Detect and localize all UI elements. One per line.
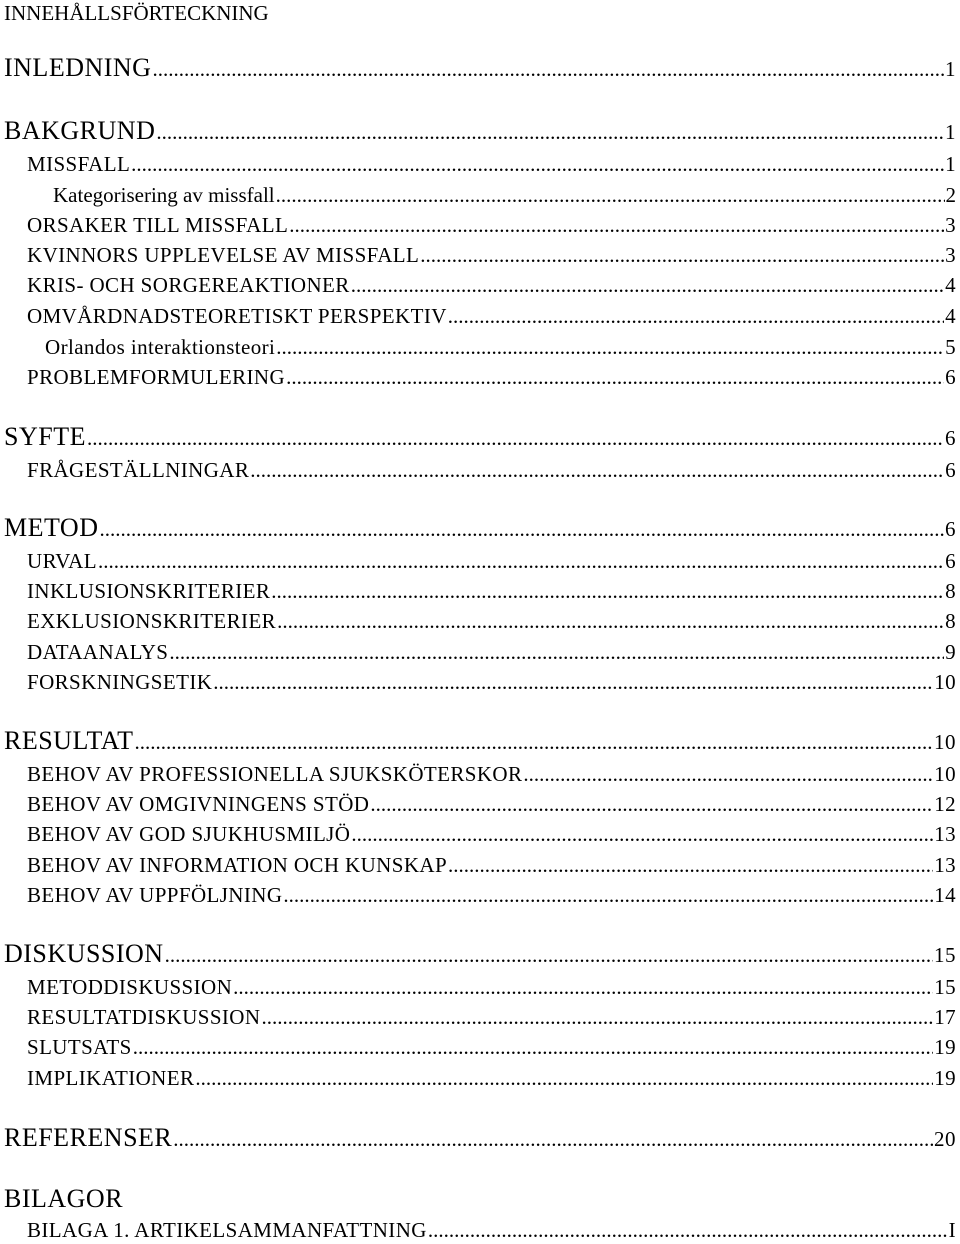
toc-entry-kris-och-sorg[interactable]	[27, 271, 956, 299]
toc-entry-page: 3	[945, 213, 956, 237]
dot-leader	[133, 1033, 933, 1061]
toc-entry-missfall[interactable]	[27, 150, 956, 178]
toc-entry-label: KVINNORS UPPLEVELSE AV MISSFALL	[27, 243, 420, 267]
toc-heading: INNEHÅLLSFÖRTECKNING	[4, 1, 269, 25]
toc-entry-label: BEHOV AV UPPFÖLJNING	[27, 883, 283, 907]
toc-entry-label: FRÅGESTÄLLNINGAR	[27, 458, 250, 482]
toc-entry-page: 6	[945, 517, 956, 541]
dot-leader	[420, 241, 944, 269]
toc-entry-label: IMPLIKATIONER	[27, 1066, 195, 1090]
toc-entry-page: 6	[945, 458, 956, 482]
toc-entry-page: 4	[945, 273, 956, 297]
toc-entry-referenser[interactable]	[4, 1122, 956, 1155]
toc-entry-omvardnadsteoretiskt[interactable]	[27, 302, 956, 330]
toc-entry-label: RESULTAT	[4, 726, 134, 755]
toc-entry-page: 4	[945, 304, 956, 328]
toc-entry-bakgrund[interactable]	[4, 115, 956, 148]
toc-entry-label: SYFTE	[4, 422, 86, 451]
toc-entry-page: 13	[934, 853, 956, 877]
toc-entry-page: 6	[945, 426, 956, 450]
dot-leader	[250, 456, 944, 484]
toc-entry-label: FORSKNINGSETIK	[27, 670, 213, 694]
dot-leader	[277, 607, 944, 635]
toc-entry-label: INKLUSIONSKRITERIER	[27, 579, 271, 603]
dot-leader	[286, 363, 944, 391]
toc-entry-label: EXKLUSIONSKRITERIER	[27, 609, 277, 633]
dot-leader	[135, 726, 933, 758]
toc-entry-page: 8	[945, 579, 956, 603]
toc-entry-implikationer[interactable]	[27, 1064, 956, 1092]
toc-entry-behov-professionella[interactable]	[27, 760, 956, 788]
dot-leader	[152, 53, 944, 85]
toc-entry-behov-omgivningens[interactable]	[27, 790, 956, 818]
toc-entry-page: 10	[934, 730, 956, 754]
toc-entry-page: 8	[945, 609, 956, 633]
toc-entry-page: 5	[945, 335, 956, 359]
dot-leader	[351, 271, 944, 299]
toc-entry-label: METODDISKUSSION	[27, 975, 233, 999]
toc-entry-behov-uppfoljning[interactable]	[27, 881, 956, 909]
dot-leader	[131, 150, 944, 178]
dot-leader	[98, 547, 944, 575]
toc-entry-inklusionskriterier[interactable]	[27, 577, 956, 605]
toc-entry-page: 15	[934, 975, 956, 999]
toc-entry-page: I	[948, 1218, 956, 1242]
toc-entry-page: 1	[945, 152, 956, 176]
toc-entry-label: MISSFALL	[27, 152, 131, 176]
toc-entry-page: 17	[934, 1005, 956, 1029]
toc-entry-label: BEHOV AV PROFESSIONELLA SJUKSKÖTERSKOR	[27, 762, 523, 786]
dot-leader	[165, 939, 933, 971]
dot-leader	[195, 1064, 933, 1092]
toc-entry-behov-information[interactable]	[27, 851, 956, 879]
dot-leader	[448, 302, 944, 330]
toc-entry-label: RESULTATDISKUSSION	[27, 1005, 261, 1029]
toc-entry-label: BILAGA 1. ARTIKELSAMMANFATTNING	[27, 1218, 427, 1242]
toc-entry-urval[interactable]	[27, 547, 956, 575]
toc-entry-resultat[interactable]	[4, 725, 956, 758]
toc-entry-page: 9	[945, 640, 956, 664]
toc-entry-orlandos[interactable]	[45, 333, 956, 361]
toc-entry-label: BEHOV AV OMGIVNINGENS STÖD	[27, 792, 370, 816]
toc-entry-metoddiskussion[interactable]	[27, 973, 956, 1001]
dot-leader	[87, 422, 944, 454]
toc-entry-label: BEHOV AV INFORMATION OCH KUNSKAP	[27, 853, 448, 877]
toc-entry-label: ORSAKER TILL MISSFALL	[27, 213, 289, 237]
dot-leader	[289, 211, 944, 239]
toc-entry-behov-sjukhusmiljo[interactable]	[27, 820, 956, 848]
toc-entry-kvinnors-upplevelse[interactable]	[27, 241, 956, 269]
dot-leader	[428, 1216, 948, 1244]
toc-entry-inledning[interactable]	[4, 52, 956, 85]
dot-leader	[156, 116, 944, 148]
dot-leader	[523, 760, 933, 788]
toc-entry-problemformulering[interactable]	[27, 363, 956, 391]
toc-entry-page: 20	[934, 1127, 956, 1151]
dot-leader	[261, 1003, 933, 1031]
dot-leader	[276, 181, 945, 209]
dot-leader	[351, 820, 933, 848]
dot-leader	[213, 668, 933, 696]
toc-entry-label: PROBLEMFORMULERING	[27, 365, 286, 389]
dot-leader	[169, 638, 944, 666]
toc-entry-page: 19	[934, 1066, 956, 1090]
toc-entry-page: 12	[934, 792, 956, 816]
dot-leader	[276, 333, 944, 361]
dot-leader	[271, 577, 944, 605]
toc-entry-page: 14	[934, 883, 956, 907]
toc-entry-fragestallningar[interactable]	[27, 456, 956, 484]
toc-entry-label: INLEDNING	[4, 53, 152, 82]
toc-entry-page: 3	[945, 243, 956, 267]
toc-entry-label: BEHOV AV GOD SJUKHUSMILJÖ	[27, 822, 351, 846]
toc-entry-label: KRIS- OCH SORGEREAKTIONER	[27, 273, 350, 297]
dot-leader	[370, 790, 933, 818]
toc-entry-label: OMVÅRDNADSTEORETISKT PERSPEKTIV	[27, 304, 447, 328]
toc-entry-page: 6	[945, 549, 956, 573]
toc-entry-label: SLUTSATS	[27, 1035, 132, 1059]
toc-entry-label: DATAANALYS	[27, 640, 169, 664]
toc-entry-label: Orlandos interaktionsteori	[45, 335, 276, 359]
toc-entry-page: 6	[945, 365, 956, 389]
toc-entry-syfte[interactable]	[4, 421, 956, 454]
toc-entry-page: 15	[934, 943, 956, 967]
dot-leader	[283, 881, 933, 909]
toc-entry-page: 2	[945, 183, 956, 207]
toc-entry-exklusionskriterier[interactable]	[27, 607, 956, 635]
toc-entry-label: DISKUSSION	[4, 939, 164, 968]
toc-entry-label: Kategorisering av missfall	[53, 183, 275, 207]
toc-entry-bilaga-1[interactable]	[27, 1216, 956, 1244]
toc-entry-page: 1	[945, 120, 956, 144]
toc-entry-page: 10	[934, 670, 956, 694]
dot-leader	[233, 973, 933, 1001]
toc-entry-kategorisering[interactable]	[53, 181, 956, 209]
toc-entry-label: METOD	[4, 513, 99, 542]
toc-entry-page: 19	[934, 1035, 956, 1059]
toc-entry-label: BAKGRUND	[4, 116, 156, 145]
toc-entry-bilagor[interactable]: BILAGOR	[4, 1184, 124, 1213]
toc-entry-page: 1	[945, 57, 956, 81]
toc-entry-forskningsetik[interactable]	[27, 668, 956, 696]
toc-entry-page: 13	[934, 822, 956, 846]
dot-leader	[173, 1123, 933, 1155]
toc-entry-page: 10	[934, 762, 956, 786]
toc-entry-orsaker[interactable]	[27, 211, 956, 239]
dot-leader	[448, 851, 933, 879]
toc-entry-slutsats[interactable]	[27, 1033, 956, 1061]
toc-entry-label: REFERENSER	[4, 1123, 173, 1152]
toc-entry-dataanalys[interactable]	[27, 638, 956, 666]
toc-entry-metod[interactable]	[4, 512, 956, 545]
toc-entry-label: URVAL	[27, 549, 97, 573]
toc-entry-diskussion[interactable]	[4, 938, 956, 971]
dot-leader	[99, 513, 944, 545]
toc-entry-resultatdiskussion[interactable]	[27, 1003, 956, 1031]
